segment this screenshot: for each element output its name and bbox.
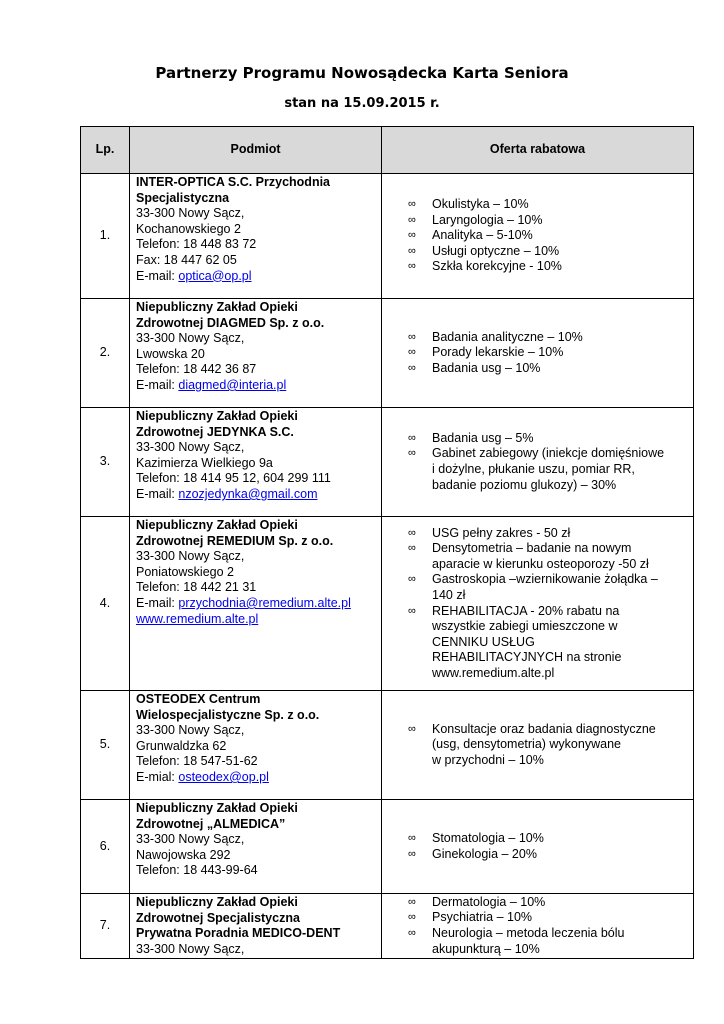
website-link[interactable]: www.remedium.alte.pl bbox=[136, 611, 259, 626]
offer-text: w przychodni – 10% bbox=[432, 752, 544, 767]
offer-cell bbox=[382, 174, 694, 299]
partner-website-line bbox=[136, 612, 377, 628]
infinity-bullet-icon: ∞ bbox=[408, 213, 416, 226]
offer-text: Psychiatria – 10% bbox=[432, 910, 533, 925]
partner-email-line bbox=[136, 487, 377, 503]
partner-address-line: Telefon: 18 442 21 31 bbox=[136, 580, 257, 595]
offer-text: Badania analityczne – 10% bbox=[432, 329, 583, 344]
infinity-bullet-icon: ∞ bbox=[408, 927, 416, 939]
row-number: 6. bbox=[81, 800, 130, 894]
document-title: Partnerzy Programu Nowosądecka Karta Seniora bbox=[155, 64, 569, 82]
partner-name: Zdrowotnej REMEDIUM Sp. z o.o. bbox=[136, 533, 334, 548]
infinity-bullet-icon: ∞ bbox=[408, 330, 416, 343]
partner-name: Niepubliczny Zakład Opieki bbox=[136, 300, 298, 314]
email-label: E-mail: bbox=[136, 268, 179, 283]
offer-list bbox=[408, 831, 689, 862]
table-row bbox=[81, 299, 694, 408]
offer-text: Gastroskopia –wziernikowanie żołądka – bbox=[432, 572, 658, 587]
offer-item bbox=[408, 541, 689, 572]
offer-list bbox=[408, 197, 689, 275]
table-row bbox=[81, 408, 694, 517]
offer-text: aparacie w kierunku osteoporozy -50 zł bbox=[432, 556, 649, 571]
partner-name: Zdrowotnej JEDYNKA S.C. bbox=[136, 424, 294, 439]
partner-name: Niepubliczny Zakład Opieki bbox=[136, 895, 298, 909]
email-label: E-mial: bbox=[136, 769, 179, 784]
partner-address-line: 33-300 Nowy Sącz, bbox=[136, 549, 245, 564]
offer-item bbox=[408, 847, 689, 863]
offer-text: Ginekologia – 20% bbox=[432, 846, 537, 861]
infinity-bullet-icon: ∞ bbox=[408, 447, 416, 460]
offer-text: Gabinet zabiegowy (iniekcje domięśniowe bbox=[432, 446, 665, 461]
offer-item bbox=[408, 831, 689, 847]
partner-name: Niepubliczny Zakład Opieki bbox=[136, 409, 298, 423]
partner-name: OSTEODEX Centrum bbox=[136, 692, 261, 706]
email-link[interactable]: diagmed@interia.pl bbox=[178, 377, 287, 392]
partner-cell bbox=[130, 299, 382, 408]
row-number: 2. bbox=[81, 299, 130, 408]
offer-text: Okulistyka – 10% bbox=[432, 197, 529, 212]
offer-text: Badania usg – 10% bbox=[432, 360, 541, 375]
email-label: E-mail: bbox=[136, 486, 179, 501]
offer-item bbox=[408, 259, 689, 275]
header-podmiot: Podmiot bbox=[130, 127, 382, 174]
row-number: 5. bbox=[81, 691, 130, 800]
offer-text: akupunkturą – 10% bbox=[432, 941, 540, 956]
partner-name: Niepubliczny Zakład Opieki bbox=[136, 801, 298, 815]
offer-text: Porady lekarskie – 10% bbox=[432, 345, 564, 360]
infinity-bullet-icon: ∞ bbox=[408, 198, 416, 211]
offer-text: REHABILITACYJNYCH na stronie bbox=[432, 650, 622, 665]
partner-address-line: 33-300 Nowy Sącz, bbox=[136, 331, 245, 346]
partner-email-line bbox=[136, 770, 377, 786]
offer-item bbox=[408, 197, 689, 213]
offer-cell bbox=[382, 691, 694, 800]
table-row bbox=[81, 800, 694, 894]
offer-list bbox=[408, 431, 689, 493]
partner-address-line: Fax: 18 447 62 05 bbox=[136, 252, 237, 267]
partner-address-line: Grunwaldzka 62 bbox=[136, 738, 227, 753]
infinity-bullet-icon: ∞ bbox=[408, 847, 416, 860]
email-link[interactable]: osteodex@op.pl bbox=[178, 769, 269, 784]
partner-name: Wielospecjalistyczne Sp. z o.o. bbox=[136, 707, 320, 722]
partner-cell bbox=[130, 408, 382, 517]
partner-email-line bbox=[136, 378, 377, 394]
offer-text: Neurologia – metoda leczenia bólu bbox=[432, 926, 625, 940]
offer-item bbox=[408, 572, 689, 603]
offer-text: Badania usg – 5% bbox=[432, 430, 534, 445]
offer-cell bbox=[382, 299, 694, 408]
partner-name: Prywatna Poradnia MEDICO-DENT bbox=[136, 926, 341, 941]
partner-address-line: 33-300 Nowy Sącz, bbox=[136, 440, 245, 455]
partner-cell bbox=[130, 517, 382, 691]
offer-text: Usługi optyczne – 10% bbox=[432, 243, 560, 258]
infinity-bullet-icon: ∞ bbox=[408, 229, 416, 242]
offer-cell bbox=[382, 517, 694, 691]
partner-cell bbox=[130, 691, 382, 800]
partner-name: Zdrowotnej „ALMEDICA” bbox=[136, 816, 286, 831]
offer-item bbox=[408, 926, 689, 957]
offer-text: USG pełny zakres - 50 zł bbox=[432, 525, 571, 540]
email-label: E-mail: bbox=[136, 377, 179, 392]
offer-text: (usg, densytometria) wykonywane bbox=[432, 737, 621, 752]
offer-text: Szkła korekcyjne - 10% bbox=[432, 259, 562, 274]
offer-cell bbox=[382, 800, 694, 894]
table-row bbox=[81, 894, 694, 959]
offer-text: badanie poziomu glukozy) – 30% bbox=[432, 477, 617, 492]
row-number: 3. bbox=[81, 408, 130, 517]
email-label: E-mail: bbox=[136, 595, 179, 610]
offer-item bbox=[408, 722, 689, 769]
offer-list bbox=[408, 722, 689, 769]
offer-item bbox=[408, 895, 689, 911]
partner-address-line: Telefon: 18 547-51-62 bbox=[136, 754, 258, 769]
offer-text: Densytometria – badanie na nowym bbox=[432, 541, 632, 556]
offer-item bbox=[408, 526, 689, 542]
offer-cell bbox=[382, 408, 694, 517]
offer-list bbox=[408, 330, 689, 377]
partner-name: Specjalistyczna bbox=[136, 190, 230, 205]
partner-name: INTER-OPTICA S.C. Przychodnia bbox=[136, 175, 331, 189]
row-number: 7. bbox=[81, 894, 130, 959]
partner-address-line: 33-300 Nowy Sącz, bbox=[136, 941, 245, 956]
offer-text: Dermatologia – 10% bbox=[432, 894, 546, 909]
partner-address-line: Telefon: 18 448 83 72 bbox=[136, 237, 257, 252]
offer-text: REHABILITACJA - 20% rabatu na bbox=[432, 603, 620, 618]
email-link[interactable]: optica@op.pl bbox=[178, 268, 252, 283]
infinity-bullet-icon: ∞ bbox=[408, 260, 416, 273]
header-lp: Lp. bbox=[81, 127, 130, 174]
partner-address-line: Lwowska 20 bbox=[136, 346, 205, 361]
infinity-bullet-icon: ∞ bbox=[408, 244, 416, 257]
offer-text: www.remedium.alte.pl bbox=[432, 665, 555, 680]
offer-item bbox=[408, 330, 689, 346]
partner-address-line: Nawojowska 292 bbox=[136, 847, 231, 862]
partner-cell bbox=[130, 894, 382, 959]
infinity-bullet-icon: ∞ bbox=[408, 722, 416, 735]
partner-address-line: Telefon: 18 443-99-64 bbox=[136, 863, 258, 878]
infinity-bullet-icon: ∞ bbox=[408, 526, 416, 539]
infinity-bullet-icon: ∞ bbox=[408, 573, 416, 586]
offer-text: Konsultacje oraz badania diagnostyczne bbox=[432, 721, 656, 736]
infinity-bullet-icon: ∞ bbox=[408, 542, 416, 555]
partner-address-line: Poniatowskiego 2 bbox=[136, 564, 234, 579]
offer-text: Stomatologia – 10% bbox=[432, 830, 544, 845]
partner-name: Zdrowotnej Specjalistyczna bbox=[136, 910, 300, 925]
offer-cell bbox=[382, 894, 694, 959]
offer-item bbox=[408, 446, 689, 493]
offer-text: i dożylne, płukanie uszu, pomiar RR, bbox=[432, 462, 635, 476]
offer-text: wszystkie zabiegi umieszczone w bbox=[432, 619, 618, 634]
infinity-bullet-icon: ∞ bbox=[408, 895, 416, 908]
partner-address-line: 33-300 Nowy Sącz, bbox=[136, 723, 245, 738]
partner-address-line: Kochanowskiego 2 bbox=[136, 221, 241, 236]
infinity-bullet-icon: ∞ bbox=[408, 604, 416, 617]
partner-cell bbox=[130, 800, 382, 894]
email-link[interactable]: przychodnia@remedium.alte.pl bbox=[178, 595, 351, 610]
partner-address-line: Kazimierza Wielkiego 9a bbox=[136, 455, 273, 470]
offer-item bbox=[408, 910, 689, 926]
offer-item bbox=[408, 345, 689, 361]
table-row bbox=[81, 517, 694, 691]
partner-name: Niepubliczny Zakład Opieki bbox=[136, 518, 298, 532]
offer-item bbox=[408, 361, 689, 377]
offer-item bbox=[408, 244, 689, 260]
infinity-bullet-icon: ∞ bbox=[408, 831, 416, 844]
offer-text: Laryngologia – 10% bbox=[432, 212, 543, 227]
infinity-bullet-icon: ∞ bbox=[408, 361, 416, 374]
infinity-bullet-icon: ∞ bbox=[408, 431, 416, 444]
table-row bbox=[81, 691, 694, 800]
infinity-bullet-icon: ∞ bbox=[408, 346, 416, 359]
offer-item bbox=[408, 431, 689, 447]
offer-item bbox=[408, 604, 689, 682]
infinity-bullet-icon: ∞ bbox=[408, 911, 416, 924]
partner-address-line: 33-300 Nowy Sącz, bbox=[136, 206, 245, 221]
offer-item bbox=[408, 228, 689, 244]
partner-address-line: Telefon: 18 442 36 87 bbox=[136, 362, 257, 377]
offer-list bbox=[408, 895, 689, 957]
table-header-row bbox=[81, 127, 694, 174]
offer-text: Analityka – 5-10% bbox=[432, 228, 533, 243]
partner-email-line bbox=[136, 269, 377, 285]
partner-cell bbox=[130, 174, 382, 299]
document-subtitle: stan na 15.09.2015 r. bbox=[284, 96, 440, 111]
offer-list bbox=[408, 526, 689, 682]
row-number: 4. bbox=[81, 517, 130, 691]
offer-text: 140 zł bbox=[432, 587, 466, 602]
partner-address-line: 33-300 Nowy Sącz, bbox=[136, 832, 245, 847]
partner-name: Zdrowotnej DIAGMED Sp. z o.o. bbox=[136, 315, 325, 330]
row-number: 1. bbox=[81, 174, 130, 299]
offer-text: CENNIKU USŁUG bbox=[432, 634, 535, 649]
partner-email-line bbox=[136, 596, 377, 612]
table-row bbox=[81, 174, 694, 299]
email-link[interactable]: nzozjedynka@gmail.com bbox=[178, 486, 318, 501]
offer-item bbox=[408, 213, 689, 229]
partner-address-line: Telefon: 18 414 95 12, 604 299 111 bbox=[136, 471, 331, 486]
partners-table bbox=[80, 126, 694, 959]
header-oferta: Oferta rabatowa bbox=[382, 127, 694, 174]
